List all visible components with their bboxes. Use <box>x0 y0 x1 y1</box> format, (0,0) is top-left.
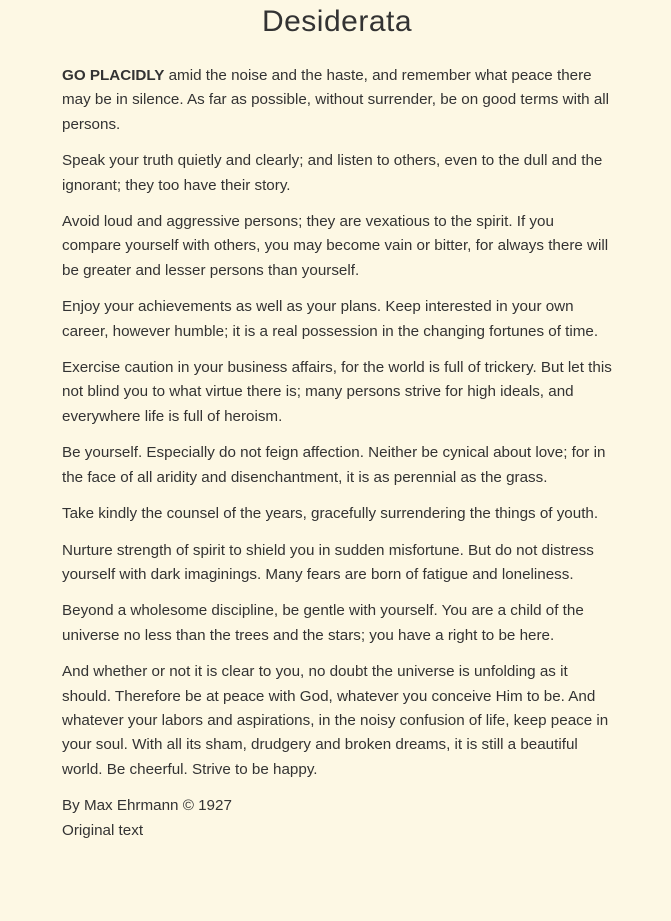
paragraph-4: Enjoy your achievements as well as your plans. Keep interested in your own career, however humble; it is a real possession in the changing fortunes of time. <box>62 298 599 340</box>
paragraph-6: Be yourself. Especially do not feign affection. Neither be cynical about love; for in the face of all aridity and disenchantment, it is as perennial as the grass. <box>62 444 606 486</box>
paragraph-1-lead: GO PLACIDLY <box>62 67 165 84</box>
paragraph-1 <box>62 64 612 137</box>
paragraph-3: Avoid loud and aggressive persons; they are vexatious to the spirit. If you compare yourself with others, you may become vain or bitter, for always there will be greater and lesser persons than yourself. <box>62 213 609 279</box>
paragraph-9: Beyond a wholesome discipline, be gentle with yourself. You are a child of the universe no less than the trees and the stars; you have a right to be here. <box>62 602 584 644</box>
original-text-link[interactable]: Original text <box>62 821 144 839</box>
paragraph-1-text: amid the noise and the haste, and remember what peace there may be in silence. As far as possible, without surrender, be on good terms with all persons. <box>62 67 610 133</box>
paragraph-10: And whether or not it is clear to you, no doubt the universe is unfolding as it should. Therefore be at peace with God, whatever you conceive Him to be. And whatever your labors and aspirations, in the noisy confusion of life, keep peace in your soul. With all its sham, drudgery and broken dreams, it is still a beautiful world. Be cheerful. Strive to be happy. <box>62 663 609 778</box>
paragraph-7: Take kindly the counsel of the years, gracefully surrendering the things of youth. <box>62 505 599 523</box>
footer <box>62 794 612 843</box>
attribution: By Max Ehrmann © 1927 <box>62 797 232 815</box>
page-title: Desiderata <box>261 5 413 38</box>
paragraph-8: Nurture strength of spirit to shield you in sudden misfortune. But do not distress yourself with dark imaginings. Many fears are born of fatigue and loneliness. <box>62 541 594 583</box>
poem-body <box>62 64 612 843</box>
paragraph-5: Exercise caution in your business affairs, for the world is full of trickery. But let this not blind you to what virtue there is; many persons strive for high ideals, and everywhere life is full of heroism. <box>62 359 612 425</box>
paragraph-2: Speak your truth quietly and clearly; and listen to others, even to the dull and the ignorant; they too have their story. <box>62 152 603 194</box>
